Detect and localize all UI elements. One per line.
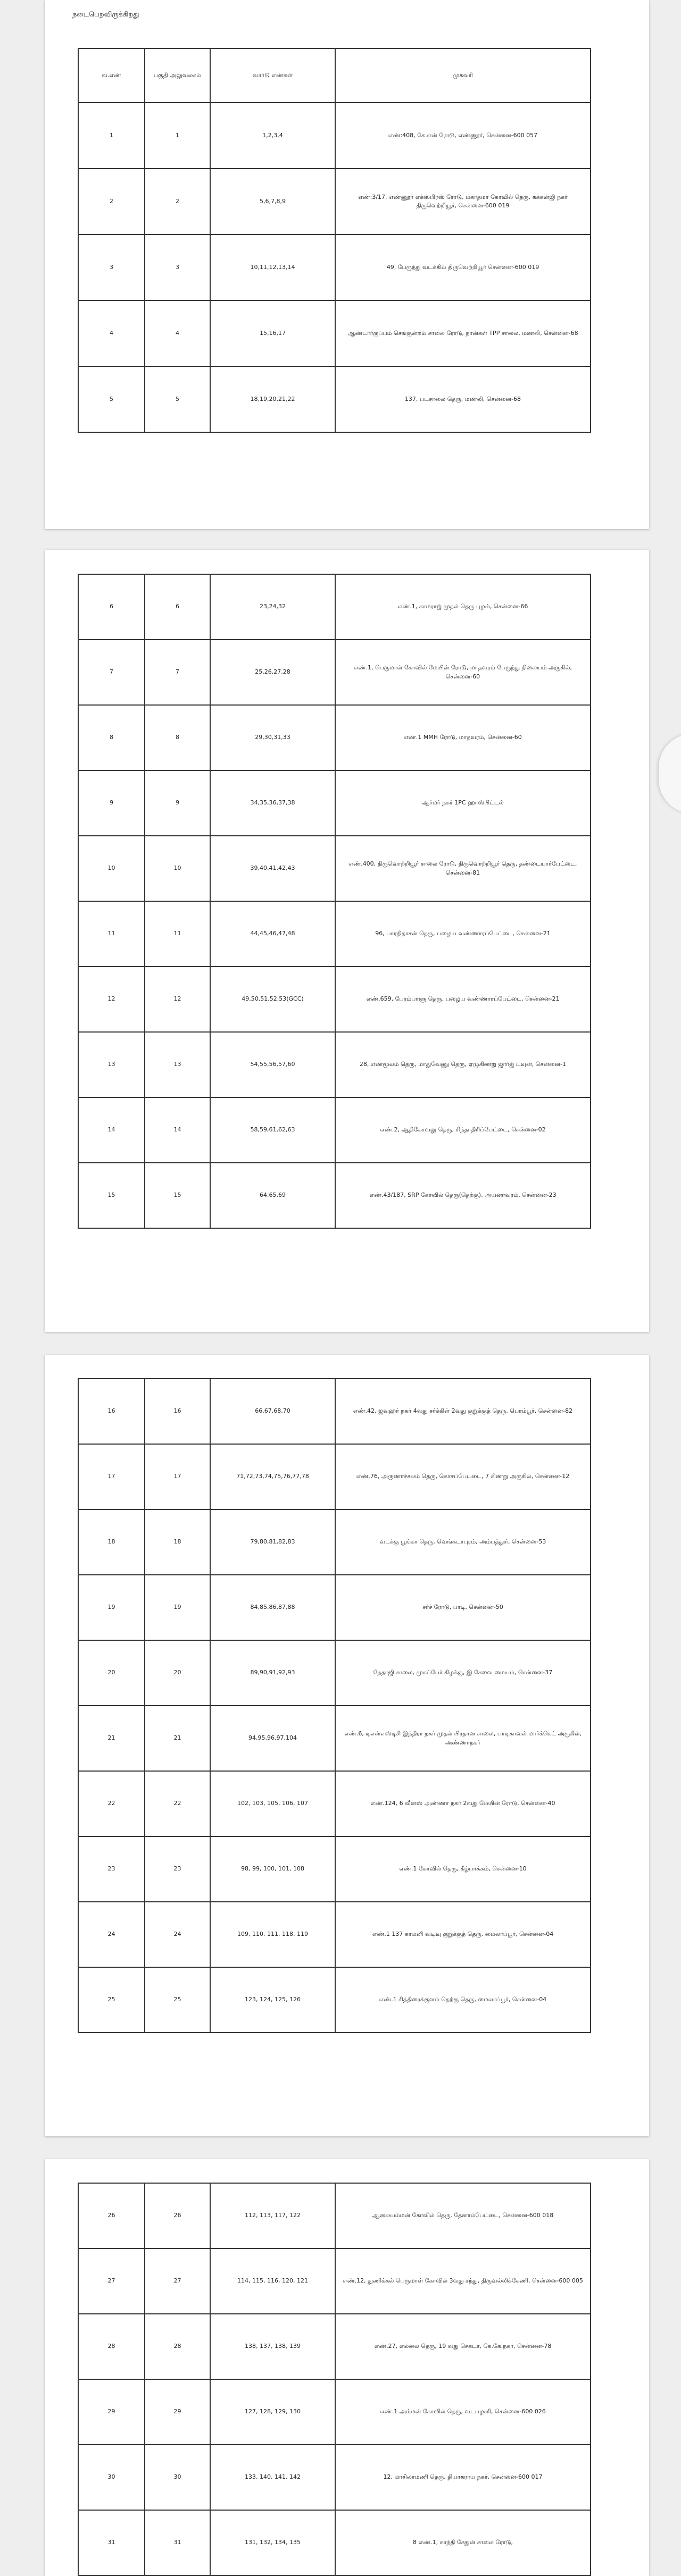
table-row [78, 901, 591, 967]
cell-address: எண்.2, ஆதிகேசவலு தெரு, சிந்தாதிரிப்பேட்டை, சென்னை-02 [335, 1097, 591, 1163]
cell-ward-numbers: 58,59,61,62,63 [210, 1097, 335, 1163]
cell-serial: 2 [78, 169, 145, 234]
document-heading: நடைபெறவிருக்கிறது [72, 11, 139, 19]
table-row [78, 366, 591, 432]
col-header-address: முகவரி [335, 48, 591, 103]
cell-serial: 1 [78, 103, 145, 169]
cell-address: 28, எண்மூலம் தெரு, மாதுவேணு தெரு, ஏழுகிணறு ஜார்ஜ் டவுன், சென்னை-1 [335, 1032, 591, 1097]
cell-zone-office: 1 [145, 103, 210, 169]
cell-address: எண்.1 சித்திரைக்குளம் தெற்கு தெரு, மைலாப்பூர், சென்னை-04 [335, 1967, 591, 2033]
cell-address: 49, பேருந்து வடக்கில் திருவெற்றியூர் சென்னை-600 019 [335, 234, 591, 300]
side-panel-toggle[interactable] [659, 734, 681, 813]
cell-zone-office: 24 [145, 1902, 210, 1967]
table-row [78, 1575, 591, 1640]
cell-zone-office: 25 [145, 1967, 210, 2033]
cell-zone-office: 4 [145, 300, 210, 366]
cell-address: எண்.1, காமராஜ் முதல் தெரு புழல், சென்னை-66 [335, 574, 591, 640]
cell-ward-numbers: 112, 113, 117, 122 [210, 2183, 335, 2248]
table-row [78, 1771, 591, 1836]
cell-zone-office: 31 [145, 2510, 210, 2575]
cell-serial: 9 [78, 770, 145, 836]
table-row [78, 103, 591, 169]
cell-zone-office: 10 [145, 836, 210, 901]
cell-address: 137, படசாலை தெரு, மணலி, சென்னை-68 [335, 366, 591, 432]
cell-ward-numbers: 131, 132, 134, 135 [210, 2510, 335, 2575]
cell-ward-numbers: 25,26,27,28 [210, 640, 335, 705]
cell-serial: 11 [78, 901, 145, 967]
cell-ward-numbers: 5,6,7,8,9 [210, 169, 335, 234]
table-row [78, 234, 591, 300]
cell-ward-numbers: 29,30,31,33 [210, 705, 335, 770]
cell-address: 96, பாரதிதாசன் தெரு, பழைய வண்ணாரப்பேட்டை, சென்னை-21 [335, 901, 591, 967]
cell-zone-office: 13 [145, 1032, 210, 1097]
cell-address: எண்.659, பேரம்பாளு தெரு, பழைய வண்ணாரப்பேட்டை, சென்னை-21 [335, 967, 591, 1032]
cell-serial: 30 [78, 2445, 145, 2510]
cell-serial: 14 [78, 1097, 145, 1163]
cell-ward-numbers: 138, 137, 138, 139 [210, 2314, 335, 2379]
cell-zone-office: 23 [145, 1836, 210, 1902]
cell-serial: 15 [78, 1163, 145, 1228]
cell-serial: 29 [78, 2379, 145, 2445]
cell-zone-office: 2 [145, 169, 210, 234]
col-header-zone-office: பகுதி அலுவலகம் [145, 48, 210, 103]
cell-zone-office: 16 [145, 1379, 210, 1444]
table-row [78, 2248, 591, 2314]
table-row [78, 1902, 591, 1967]
schedule-table [78, 574, 591, 1229]
cell-address: எண்.12, துணிக்கல் பெருமாள் கோவில் 3வது சந்து, திருவல்லிக்கேணி, சென்னை-600 005 [335, 2248, 591, 2314]
cell-serial: 17 [78, 1444, 145, 1509]
cell-address: எண்.1, பெருமாள் கோவில் மேயின் ரோடு, மாதவரம் பேருந்து நிலையம் அருகில், சென்னை-60 [335, 640, 591, 705]
table-row [78, 169, 591, 234]
cell-zone-office: 11 [145, 901, 210, 967]
cell-ward-numbers: 89,90,91,92,93 [210, 1640, 335, 1706]
cell-ward-numbers: 44,45,46,47,48 [210, 901, 335, 967]
table-row [78, 1836, 591, 1902]
cell-address: எண்.6, டிஎன்எஸ்டிசி இந்திரா நகர் முதல் பிரதான சாலை, பாடிகாவல் மார்க்கெட் அருகில், அண்ணாநகர் [335, 1706, 591, 1771]
table-row [78, 1097, 591, 1163]
table-row [78, 640, 591, 705]
cell-ward-numbers: 39,40,41,42,43 [210, 836, 335, 901]
cell-zone-office: 5 [145, 366, 210, 432]
cell-address: 12, மாசிலாமணி தெரு, தியாகராய நகர், சென்னை-600 017 [335, 2445, 591, 2510]
col-header-ward-numbers: வார்டு எண்கள் [210, 48, 335, 103]
cell-zone-office: 21 [145, 1706, 210, 1771]
cell-zone-office: 3 [145, 234, 210, 300]
cell-ward-numbers: 49,50,51,52,53(GCC) [210, 967, 335, 1032]
table-row [78, 2510, 591, 2575]
cell-address: ஆண்டார்குப்பம் செங்குன்றம் சாலை ரோடு, நான்கள் TPP சாலை, மணலி, சென்னை-68 [335, 300, 591, 366]
cell-address: எண்:408, கே.என் ரோடு, எண்ணூர், சென்னை-600 057 [335, 103, 591, 169]
cell-serial: 6 [78, 574, 145, 640]
table-row [78, 2183, 591, 2248]
cell-zone-office: 7 [145, 640, 210, 705]
cell-address: ஆர்மர் நகர் 1PC ஹாஸ்பிட்டல் [335, 770, 591, 836]
cell-address: எண்.124, 6 வீனஸ் அண்ணா நகர் 2வது மேயின் ரோடு, சென்னை-40 [335, 1771, 591, 1836]
table-row [78, 1163, 591, 1228]
col-header-serial: வ.எண் [78, 48, 145, 103]
cell-ward-numbers: 71,72,73,74,75,76,77,78 [210, 1444, 335, 1509]
cell-zone-office: 26 [145, 2183, 210, 2248]
cell-address: வடக்கு பூங்கா தெரு, வெங்கடாபுரம், அம்பத்தூர், சென்னை-53 [335, 1509, 591, 1575]
cell-serial: 24 [78, 1902, 145, 1967]
table-row [78, 1640, 591, 1706]
cell-serial: 20 [78, 1640, 145, 1706]
table-row [78, 1706, 591, 1771]
cell-ward-numbers: 64,65,69 [210, 1163, 335, 1228]
cell-ward-numbers: 127, 128, 129, 130 [210, 2379, 335, 2445]
cell-address: எண்.42, ஜவஹர் நகர் 4வது சர்க்கிள் 2வது குறுக்குத் தெரு, பெரம்பூர், சென்னை-82 [335, 1379, 591, 1444]
cell-zone-office: 8 [145, 705, 210, 770]
cell-zone-office: 20 [145, 1640, 210, 1706]
cell-ward-numbers: 94,95,96,97,104 [210, 1706, 335, 1771]
cell-serial: 31 [78, 2510, 145, 2575]
cell-zone-office: 14 [145, 1097, 210, 1163]
cell-zone-office: 19 [145, 1575, 210, 1640]
cell-zone-office: 30 [145, 2445, 210, 2510]
cell-zone-office: 12 [145, 967, 210, 1032]
cell-address: சர்ச் ரோடு, பாடி, சென்னை-50 [335, 1575, 591, 1640]
cell-ward-numbers: 34,35,36,37,38 [210, 770, 335, 836]
cell-serial: 12 [78, 967, 145, 1032]
cell-address: ஆலையம்மன் கோவில் தெரு, தேனாம்பேட்டை, சென்னை-600 018 [335, 2183, 591, 2248]
table-header-row [78, 48, 591, 103]
cell-address: நேதாஜி சாலை, முகப்பேர் கிழக்கு, இ சேவை மையம், சென்னை-37 [335, 1640, 591, 1706]
cell-serial: 18 [78, 1509, 145, 1575]
cell-ward-numbers: 66,67,68,70 [210, 1379, 335, 1444]
schedule-table [78, 2183, 591, 2576]
cell-address: 8 எண்.1, காந்தி சேதுன் சாலை ரோடு, [335, 2510, 591, 2575]
table-row [78, 2379, 591, 2445]
cell-serial: 13 [78, 1032, 145, 1097]
cell-zone-office: 28 [145, 2314, 210, 2379]
table-row [78, 1444, 591, 1509]
table-row [78, 1032, 591, 1097]
cell-ward-numbers: 79,80,81,82,83 [210, 1509, 335, 1575]
cell-address: எண்.1 அம்மன் கோவில் தெரு, வடபழனி, சென்னை-600 026 [335, 2379, 591, 2445]
schedule-table [78, 48, 591, 433]
cell-ward-numbers: 18,19,20,21,22 [210, 366, 335, 432]
cell-zone-office: 27 [145, 2248, 210, 2314]
table-row [78, 705, 591, 770]
cell-serial: 23 [78, 1836, 145, 1902]
cell-serial: 4 [78, 300, 145, 366]
cell-serial: 7 [78, 640, 145, 705]
cell-serial: 25 [78, 1967, 145, 2033]
cell-ward-numbers: 98, 99, 100, 101, 108 [210, 1836, 335, 1902]
cell-ward-numbers: 54,55,56,57,60 [210, 1032, 335, 1097]
cell-address: எண்:3/17, எண்ணூர் எக்ஸ்பிரஸ் ரோடு, மகாதமா கோவில் தெரு, கக்கன்ஜி நகர் திருவெற்றியூர், சென்னை-600 019 [335, 169, 591, 234]
schedule-table [78, 1378, 591, 2033]
cell-serial: 19 [78, 1575, 145, 1640]
table-row [78, 1967, 591, 2033]
cell-ward-numbers: 114, 115, 116, 120, 121 [210, 2248, 335, 2314]
cell-ward-numbers: 1,2,3,4 [210, 103, 335, 169]
cell-serial: 3 [78, 234, 145, 300]
cell-serial: 8 [78, 705, 145, 770]
cell-zone-office: 29 [145, 2379, 210, 2445]
cell-serial: 5 [78, 366, 145, 432]
cell-zone-office: 22 [145, 1771, 210, 1836]
cell-zone-office: 18 [145, 1509, 210, 1575]
cell-zone-office: 17 [145, 1444, 210, 1509]
table-row [78, 1509, 591, 1575]
cell-ward-numbers: 133, 140, 141, 142 [210, 2445, 335, 2510]
cell-zone-office: 6 [145, 574, 210, 640]
cell-address: எண்.1 137 காமனி வடிவு குறுக்குத் தெரு, மைலாப்பூர், சென்னை-04 [335, 1902, 591, 1967]
cell-serial: 27 [78, 2248, 145, 2314]
cell-ward-numbers: 84,85,86,87,88 [210, 1575, 335, 1640]
table-row [78, 967, 591, 1032]
cell-ward-numbers: 23,24,32 [210, 574, 335, 640]
cell-zone-office: 9 [145, 770, 210, 836]
cell-address: எண்.400, திருவொற்றியூர் சாலை ரோடு, திருவொற்றியூர் தெரு, தண்டையார்பேட்டை, சென்னை-81 [335, 836, 591, 901]
cell-address: எண்.1 கோவில் தெரு, கீழ்பாக்கம், சென்னை-10 [335, 1836, 591, 1902]
table-row [78, 770, 591, 836]
cell-ward-numbers: 109, 110, 111, 118, 119 [210, 1902, 335, 1967]
cell-serial: 10 [78, 836, 145, 901]
table-row [78, 2314, 591, 2379]
cell-address: எண்.43/187, SRP கோவில் தெரு(தெற்கு), அயனாவரம், சென்னை-23 [335, 1163, 591, 1228]
cell-ward-numbers: 15,16,17 [210, 300, 335, 366]
table-row [78, 574, 591, 640]
cell-address: எண்.27, எல்லை தெரு, 19 வது செக்டர், கே.கே.நகர், சென்னை-78 [335, 2314, 591, 2379]
cell-address: எண்.76, அருணாச்சலம் தெரு, கொசப்பேட்டை, 7 கிணறு அருகில், சென்னை-12 [335, 1444, 591, 1509]
cell-serial: 26 [78, 2183, 145, 2248]
table-row [78, 300, 591, 366]
cell-serial: 22 [78, 1771, 145, 1836]
cell-ward-numbers: 10,11,12,13,14 [210, 234, 335, 300]
table-row [78, 1379, 591, 1444]
cell-address: எண்.1 MMH ரோடு, மாதவரம், சென்னை-60 [335, 705, 591, 770]
cell-serial: 28 [78, 2314, 145, 2379]
table-row [78, 836, 591, 901]
cell-ward-numbers: 102, 103, 105, 106, 107 [210, 1771, 335, 1836]
cell-ward-numbers: 123, 124, 125, 126 [210, 1967, 335, 2033]
table-row [78, 2445, 591, 2510]
cell-zone-office: 15 [145, 1163, 210, 1228]
cell-serial: 16 [78, 1379, 145, 1444]
cell-serial: 21 [78, 1706, 145, 1771]
